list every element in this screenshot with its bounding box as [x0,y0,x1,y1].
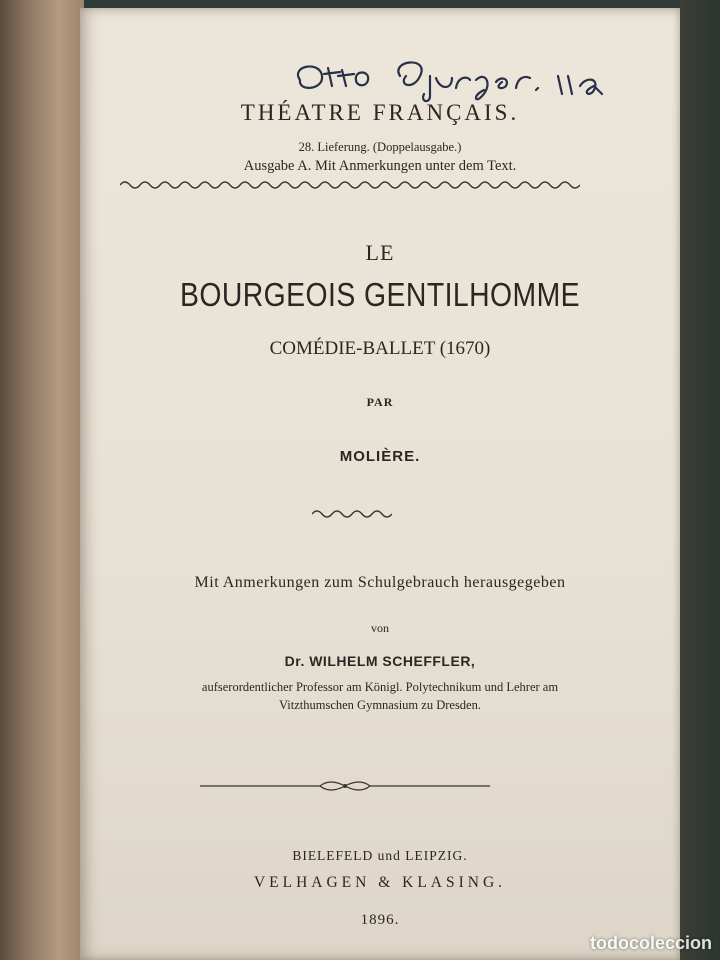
von-label: von [371,621,389,635]
book-title: BOURGEOIS GENTILHOMME [179,276,581,313]
series-delivery: 28. Lieferung. (Doppelausgabe.) [298,140,462,154]
editor-name: Dr. WILHELM SCHEFFLER, [284,653,476,669]
editor-title-line1: aufserordentlicher Professor am Königl. Polytechnikum und Lehrer am [201,680,559,694]
publisher: VELHAGEN & KLASING. [253,874,507,891]
watermark-logo: todocoleccion [589,933,712,953]
wavy-divider-middle [312,508,392,520]
title-article: LE [365,240,395,265]
ornamental-rule [200,778,490,794]
wavy-divider-top [120,178,580,192]
series-title: THÉATRE FRANÇAIS. [240,100,520,125]
by-label: PAR [366,395,394,409]
background-cover [680,0,720,960]
series-edition: Ausgabe A. Mit Anmerkungen unter dem Text. [243,158,517,174]
publication-year: 1896. [360,912,400,928]
title-page [80,8,680,960]
editorial-note: Mit Anmerkungen zum Schulgebrauch herausgegeben [194,574,566,591]
book-page-edge [0,0,84,960]
editor-title-line2: Vitzthumschen Gymnasium zu Dresden. [279,698,481,712]
author-name: MOLIÈRE. [339,448,421,465]
handwritten-signature [280,46,660,106]
book-subtitle: COMÉDIE-BALLET (1670) [269,338,491,359]
publication-place: BIELEFELD und LEIPZIG. [292,848,468,863]
